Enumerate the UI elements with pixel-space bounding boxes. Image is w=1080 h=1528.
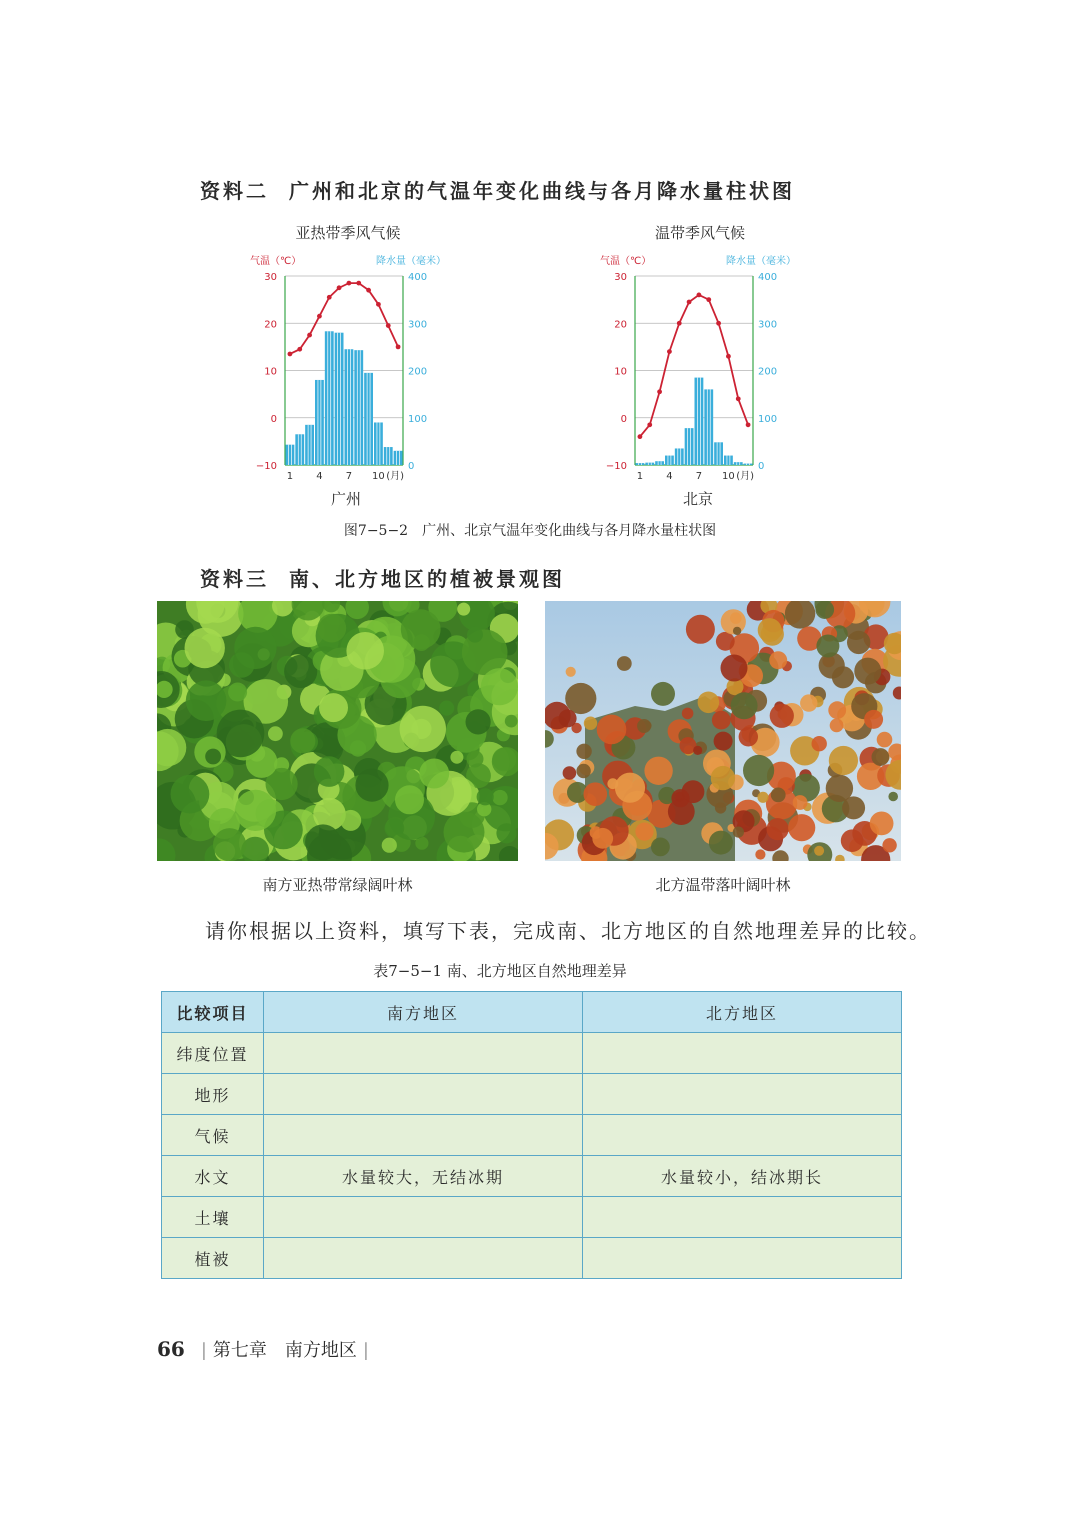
precip-bar	[734, 462, 743, 465]
foliage-blob	[698, 692, 720, 714]
foliage-blob	[617, 656, 632, 671]
foliage-blob	[439, 701, 454, 716]
right-axis-label: 降水量（毫米）	[726, 256, 796, 267]
precip-bar-fill	[695, 378, 704, 465]
foliage-blob	[566, 667, 576, 677]
x-tick-label: 7	[345, 471, 353, 482]
precip-bar-fill	[714, 442, 723, 465]
x-tick-label: 10	[372, 471, 385, 482]
precip-bar-fill	[384, 447, 393, 465]
section-3-title: 南、北方地区的植被景观图	[289, 567, 565, 591]
foliage-blob	[711, 766, 735, 790]
north-cell[interactable]: 水量较小，结冰期长	[583, 1156, 902, 1197]
precip-bar	[665, 456, 674, 465]
foliage-blob	[714, 732, 733, 751]
foliage-blob	[235, 790, 276, 831]
precip-bar	[685, 428, 694, 465]
foliage-blob	[847, 631, 870, 654]
chart-2-city: 北京	[682, 490, 713, 508]
foliage-blob	[716, 632, 735, 651]
precip-bar	[384, 447, 393, 465]
foliage-blob	[496, 823, 516, 843]
foliage-blob	[467, 751, 484, 768]
foliage-blob	[812, 736, 827, 751]
foliage-blob	[317, 614, 346, 643]
foliage-blob	[635, 823, 653, 841]
foliage-blob	[814, 846, 824, 856]
precip-tick-label: 300	[408, 319, 428, 331]
precip-bar	[695, 378, 704, 465]
south-cell[interactable]	[264, 1115, 583, 1156]
foliage-blob	[841, 829, 864, 852]
foliage-blob	[505, 715, 518, 728]
precip-bar-fill	[325, 331, 334, 465]
foliage-blob	[671, 789, 689, 807]
precip-tick-label: 100	[408, 413, 428, 425]
x-tick-label: 4	[316, 471, 323, 482]
foliage-blob	[888, 792, 898, 802]
photo-2-caption: 北方温带落叶阔叶林	[655, 876, 791, 894]
photo-deciduous-forest	[545, 601, 901, 861]
north-cell[interactable]	[583, 1238, 902, 1279]
foliage-blob	[559, 709, 577, 727]
precip-tick-label: 300	[758, 319, 778, 331]
precip-bar-fill	[685, 428, 694, 465]
foliage-blob	[816, 635, 839, 658]
foliage-blob	[709, 831, 733, 855]
foliage-blob	[319, 693, 348, 722]
temperature-point	[366, 288, 371, 293]
foliage-blob	[419, 759, 449, 789]
foliage-blob	[457, 603, 470, 616]
precip-tick-label: 400	[408, 272, 428, 283]
temp-tick-label: 30	[614, 272, 627, 283]
south-cell[interactable]	[264, 1197, 583, 1238]
foliage-blob	[771, 788, 786, 803]
precip-bar-fill	[286, 445, 295, 465]
table-row	[162, 1033, 902, 1074]
photo-1-caption: 南方亚热带常绿阔叶林	[262, 876, 413, 894]
south-cell[interactable]	[264, 1074, 583, 1115]
precip-bar	[714, 442, 723, 465]
precip-tick-label: 100	[758, 413, 778, 425]
south-cell[interactable]	[264, 1238, 583, 1279]
x-unit-label: (月)	[386, 471, 405, 482]
temperature-point	[657, 389, 662, 394]
temperature-point	[647, 422, 652, 427]
foliage-blob	[693, 746, 702, 755]
foliage-blob	[842, 796, 865, 819]
climate-chart-guangzhou	[248, 248, 448, 493]
foliage-blob	[829, 746, 858, 775]
foliage-blob	[400, 706, 446, 752]
foliage-blob	[466, 709, 491, 734]
temperature-point	[288, 352, 293, 357]
foliage-blob	[340, 810, 361, 831]
foliage-blob	[788, 814, 815, 841]
precip-bar-fill	[636, 463, 645, 465]
precip-bar	[744, 464, 753, 465]
chart-2-title: 温带季风气候	[654, 224, 745, 242]
left-axis-label: 气温（℃）	[250, 256, 302, 267]
foliage-blob	[576, 744, 591, 759]
precip-bar	[675, 448, 684, 465]
foliage-blob	[828, 701, 846, 719]
precip-bar	[295, 434, 304, 465]
temperature-point	[638, 434, 643, 439]
row-label: 水文	[162, 1156, 264, 1197]
north-cell[interactable]	[583, 1115, 902, 1156]
foliage-blob	[565, 683, 596, 714]
foliage-blob	[770, 704, 794, 728]
foliage-blob	[733, 827, 744, 838]
foliage-blob	[382, 838, 397, 853]
temp-tick-label: −10	[255, 461, 277, 472]
table-header-cell: 比较项目	[162, 992, 264, 1033]
divider: |	[200, 1340, 207, 1361]
table-row	[162, 1238, 902, 1279]
page-number: 66	[157, 1337, 185, 1361]
climate-chart-beijing	[598, 248, 798, 493]
foliage-blob	[563, 766, 577, 780]
foliage-blob	[755, 849, 765, 859]
section-2-label: 资料二	[200, 179, 269, 203]
table-row	[162, 1197, 902, 1238]
foliage-blob	[644, 757, 672, 785]
foliage-blob	[467, 627, 483, 643]
precip-bar-fill	[354, 350, 363, 465]
temp-tick-label: −10	[605, 461, 627, 472]
x-tick-label: 4	[666, 471, 673, 482]
temperature-point	[667, 349, 672, 354]
north-cell[interactable]	[583, 1074, 902, 1115]
north-cell[interactable]	[583, 1197, 902, 1238]
foliage-blob	[615, 773, 645, 803]
foliage-blob	[584, 717, 597, 730]
precip-bar-fill	[734, 462, 743, 465]
temp-tick-label: 20	[264, 319, 277, 331]
foliage-blob	[584, 782, 608, 806]
foliage-blob	[800, 694, 817, 711]
section-2-heading	[200, 175, 795, 204]
foliage-blob	[171, 775, 210, 814]
precip-bar-fill	[645, 463, 654, 465]
row-label: 地形	[162, 1074, 264, 1115]
precip-bar-fill	[364, 373, 373, 465]
precip-tick-label: 200	[758, 366, 778, 378]
precip-bar	[335, 333, 344, 465]
temperature-point	[386, 323, 391, 328]
temp-tick-label: 20	[614, 319, 627, 331]
foliage-blob	[395, 785, 424, 814]
foliage-blob	[592, 828, 613, 849]
table-row	[162, 1115, 902, 1156]
foliage-blob	[854, 658, 881, 685]
temperature-point	[697, 293, 702, 298]
precip-bar-fill	[394, 451, 403, 465]
precip-bar	[354, 350, 363, 465]
precip-bar	[325, 331, 334, 465]
chart-1-title: 亚热带季风气候	[295, 224, 401, 242]
temp-tick-label: 30	[264, 272, 277, 283]
precip-bar	[315, 380, 324, 465]
table-row	[162, 1156, 902, 1197]
precip-bar	[724, 456, 733, 465]
section-3-label: 资料三	[200, 567, 269, 591]
foliage-blob	[492, 790, 507, 805]
foliage-blob	[686, 615, 715, 644]
foliage-blob	[721, 655, 748, 682]
table-header-cell: 南方地区	[264, 992, 583, 1033]
precip-bar-fill	[335, 333, 344, 465]
temperature-point	[317, 314, 322, 319]
foliage-blob	[651, 838, 670, 857]
temperature-point	[736, 396, 741, 401]
precip-bar	[305, 425, 314, 465]
right-axis-label: 降水量（毫米）	[376, 256, 446, 267]
precip-bar-fill	[704, 389, 713, 465]
precip-bar-fill	[665, 456, 674, 465]
precip-bar	[345, 349, 354, 465]
figure-caption: 图7−5−2 广州、北京气温年变化曲线与各月降水量柱状图	[343, 523, 717, 539]
row-label: 土壤	[162, 1197, 264, 1238]
foliage-blob	[185, 628, 225, 668]
temperature-point	[307, 333, 312, 338]
foliage-blob	[268, 726, 283, 741]
foliage-blob	[682, 708, 694, 720]
precip-bar-fill	[675, 448, 684, 465]
foliage-blob	[450, 751, 463, 764]
foliage-blob	[576, 764, 590, 778]
foliage-blob	[712, 711, 731, 730]
precip-bar-fill	[655, 461, 664, 465]
precip-tick-label: 0	[408, 461, 415, 472]
precip-bar	[286, 445, 295, 465]
chapter-label: 第七章 南方地区	[212, 1340, 357, 1361]
precip-bar	[394, 451, 403, 465]
foliage-blob	[870, 812, 894, 836]
foliage-blob	[877, 732, 893, 748]
section-2-title: 广州和北京的气温年变化曲线与各月降水量柱状图	[289, 179, 795, 203]
precip-bar-fill	[315, 380, 324, 465]
foliage-blob	[731, 692, 758, 719]
foliage-blob	[481, 668, 518, 705]
row-label: 气候	[162, 1115, 264, 1156]
foliage-blob	[816, 601, 835, 619]
foliage-blob	[314, 756, 345, 787]
section-3-heading	[200, 563, 565, 592]
foliage-blob	[733, 627, 741, 635]
foliage-blob	[758, 618, 782, 642]
precip-bar	[704, 389, 713, 465]
x-unit-label: (月)	[736, 471, 755, 482]
table-header-cell: 北方地区	[583, 992, 902, 1033]
foliage-blob	[355, 769, 388, 802]
temp-tick-label: 0	[620, 413, 627, 425]
precip-bar-fill	[305, 425, 314, 465]
temperature-point	[356, 281, 361, 286]
precip-tick-label: 0	[758, 461, 765, 472]
comparison-table	[161, 991, 902, 1279]
foliage-blob	[769, 651, 787, 669]
temperature-point	[297, 347, 302, 352]
photo-evergreen-forest	[157, 601, 518, 861]
temperature-point	[746, 422, 751, 427]
page-footer	[157, 1336, 375, 1362]
table-header-row	[162, 992, 902, 1033]
temperature-point	[706, 297, 711, 302]
table-row	[162, 1074, 902, 1115]
foliage-blob	[205, 749, 221, 765]
foliage-blob	[186, 680, 227, 721]
table-caption: 表7−5−1 南、北方地区自然地理差异	[373, 962, 627, 980]
temperature-point	[726, 354, 731, 359]
precip-bar-fill	[295, 434, 304, 465]
x-tick-label: 1	[636, 471, 644, 482]
foliage-blob	[830, 719, 844, 733]
temperature-point	[347, 281, 352, 286]
temperature-point	[337, 285, 342, 290]
foliage-blob	[228, 683, 247, 702]
temperature-line	[640, 295, 748, 437]
foliage-blob	[637, 719, 651, 733]
foliage-blob	[305, 824, 341, 860]
x-tick-label: 10	[722, 471, 735, 482]
foliage-blob	[872, 748, 890, 766]
precip-tick-label: 200	[408, 366, 428, 378]
temp-tick-label: 10	[264, 366, 277, 378]
north-cell[interactable]	[583, 1033, 902, 1074]
foliage-blob	[477, 788, 494, 805]
row-label: 植被	[162, 1238, 264, 1279]
precip-bar	[374, 422, 383, 465]
precip-bar	[645, 463, 654, 465]
foliage-blob	[767, 818, 789, 840]
precip-bar-fill	[374, 422, 383, 465]
precip-bar-fill	[724, 456, 733, 465]
foliage-blob	[284, 655, 317, 688]
temp-tick-label: 0	[270, 413, 277, 425]
chart-1-city: 广州	[330, 490, 361, 508]
foliage-blob	[597, 715, 627, 745]
precip-bar	[364, 373, 373, 465]
left-axis-label: 气温（℃）	[600, 256, 652, 267]
divider: |	[362, 1340, 369, 1361]
south-cell[interactable]	[264, 1033, 583, 1074]
temperature-point	[687, 300, 692, 305]
precip-bar-fill	[345, 349, 354, 465]
temp-tick-label: 10	[614, 366, 627, 378]
foliage-blob	[757, 792, 768, 803]
foliage-blob	[793, 795, 808, 810]
temperature-point	[716, 321, 721, 326]
row-label: 纬度位置	[162, 1033, 264, 1074]
precip-bar-fill	[744, 464, 753, 465]
temperature-point	[677, 321, 682, 326]
south-cell[interactable]: 水量较大，无结冰期	[264, 1156, 583, 1197]
x-tick-label: 1	[286, 471, 294, 482]
foliage-blob	[864, 710, 883, 729]
foliage-blob	[444, 812, 485, 853]
foliage-blob	[290, 728, 315, 753]
precip-bar	[636, 463, 645, 465]
foliage-blob	[882, 838, 896, 852]
temperature-point	[327, 295, 332, 300]
temperature-line	[290, 283, 398, 354]
temperature-point	[396, 344, 401, 349]
foliage-blob	[234, 627, 276, 669]
foliage-blob	[346, 632, 384, 670]
foliage-blob	[743, 755, 774, 786]
foliage-blob	[651, 682, 675, 706]
x-tick-label: 7	[695, 471, 703, 482]
instruction-text: 请你根据以上资料，填写下表，完成南、北方地区的自然地理差异的比较。	[205, 919, 931, 943]
precip-bar	[655, 461, 664, 465]
precip-tick-label: 400	[758, 272, 778, 283]
foliage-blob	[213, 828, 246, 861]
temperature-point	[376, 302, 381, 307]
